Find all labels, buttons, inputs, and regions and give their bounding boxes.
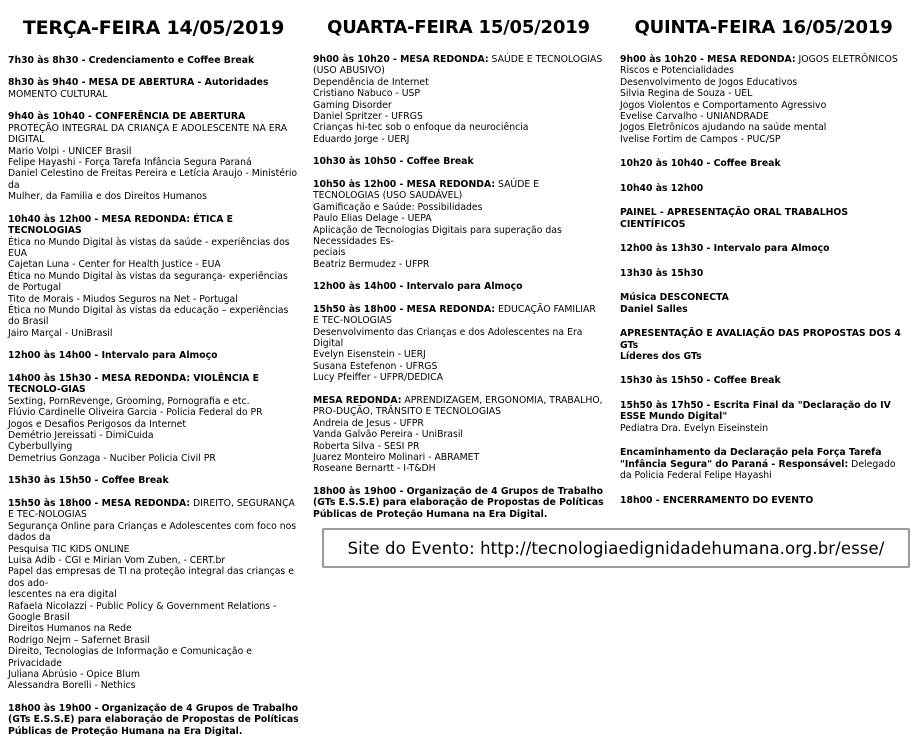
schedule-block (8, 373, 299, 464)
schedule-block-heading-bold: 15h50 às 18h00 - MESA REDONDA: (313, 303, 496, 315)
schedule-block-line: Flúvio Cardinelle Oliveira Garcia - Policia Federal do PR (8, 407, 263, 419)
schedule-block (8, 77, 299, 100)
schedule-block-heading-regular: Delegado da Policia Federal Felipe Hayashi (620, 458, 896, 482)
schedule-block-line: Rafaela Nicolazzi - Public Policy & Government Relations - Google Brasil (8, 600, 277, 623)
schedule-block-line: Demetrius Gonzaga - Nuciber Policia Civil PR (8, 452, 216, 464)
schedule-block-heading-bold: 7h30 às 8h30 - Credenciamento e Coffee Break (8, 54, 255, 66)
schedule-block-line: Ética no Mundo Digital às vistas da segurança- experiências de Portugal (8, 270, 288, 294)
schedule-block-heading (620, 183, 907, 195)
schedule-block-heading (313, 304, 604, 327)
schedule-block-heading-bold: 10h40 às 12h00 - MESA REDONDA: ÉTICA E TECNOLOGIAS (8, 213, 234, 237)
schedule-block-heading-bold: APRESENTAÇÃO E AVALIAÇÃO DAS PROPOSTAS DOS 4 GTs (620, 328, 901, 351)
schedule-block (8, 55, 299, 67)
schedule-block-line: Beatriz Bermudez - UFPR (313, 258, 430, 270)
schedule-block-line: Paulo Elias Delage - UEPA (313, 213, 432, 225)
schedule-block (620, 375, 907, 387)
schedule-block (620, 268, 907, 280)
schedule-block-line: Jogos Violentos e Comportamento Agressivo (620, 99, 827, 111)
day-blocks-quarta (313, 54, 604, 520)
schedule-block-heading (620, 243, 907, 255)
day-column-quarta (307, 18, 612, 555)
schedule-block-line: Vanda Galvão Pereira - UniBrasil (313, 429, 463, 441)
schedule-block-heading (313, 281, 604, 293)
schedule-block-line: Susana Estefenon - UFRGS (313, 360, 438, 372)
schedule-block-heading-bold: 9h40 às 10h40 - CONFERÊNCIA DE ABERTURA (8, 111, 246, 123)
schedule-block-line: Mulher, da Familia e dos Direitos Humanos (8, 191, 207, 203)
schedule-block (8, 703, 299, 737)
schedule-block-line: Rodrigo Nejm – Safernet Brasil (8, 634, 150, 646)
schedule-block-line: Líderes dos GTs (620, 351, 702, 363)
schedule-block (8, 498, 299, 692)
schedule-block (620, 54, 907, 145)
schedule-block-heading (8, 214, 299, 237)
schedule-block-heading (620, 400, 907, 423)
schedule-block-heading (620, 54, 907, 66)
schedule-block-heading-bold: Encaminhamento da Declaração pela Força Tarefa "Infância Segura" do Paraná - Responsável: (620, 447, 882, 470)
schedule-block-line: Jogos Eletrônicos ajudando na saúde mental (620, 122, 827, 134)
schedule-block-heading-bold: 10h20 às 10h40 - Coffee Break (620, 158, 781, 170)
day-title-quinta: QUINTA-FEIRA 16/05/2019 (634, 17, 893, 38)
schedule-block (313, 395, 604, 475)
schedule-block-line: Juarez Monteiro Molinari - ABRAMET (313, 451, 480, 463)
schedule-block-heading-regular: EDUCAÇÃO FAMILIAR E TEC-NOLOGIAS (313, 303, 596, 327)
schedule-block (620, 400, 907, 434)
schedule-block-heading-bold: 18h00 - ENCERRAMENTO DO EVENTO (620, 494, 814, 506)
schedule-block-heading (313, 156, 604, 168)
schedule-block-heading-regular: SAÚDE E TECNOLOGIAS (USO ABUSIVO) (313, 53, 603, 77)
schedule-block-line: Direitos Humanos na Rede (8, 623, 132, 635)
schedule-block-line: peciais (313, 247, 346, 259)
schedule-block-heading-bold: 15h30 às 15h50 - Coffee Break (620, 375, 781, 387)
schedule-block-heading-bold: 10h50 às 12h00 - MESA REDONDA: (313, 178, 496, 190)
schedule-block-heading-bold: 15h50 às 17h50 - Escrita Final da "Declaração do IV ESSE Mundo Digital" (620, 399, 891, 423)
schedule-block-heading (620, 158, 907, 170)
schedule-block (620, 243, 907, 255)
schedule-block-line: PROTEÇÃO INTEGRAL DA CRIANÇA E ADOLESCENTE NA ERA DIGITAL (8, 122, 288, 146)
schedule-block (620, 447, 907, 482)
schedule-block-line: Gamificação e Saúde: Possibilidades (313, 201, 483, 213)
schedule-block (620, 158, 907, 170)
schedule-block-line: Sexting, PornRevenge, Grooming, Pornografia e etc. (8, 395, 250, 407)
schedule-block-heading (313, 395, 604, 418)
schedule-block-line: Segurança Online para Crianças e Adolescentes com foco nos dados da (8, 520, 297, 544)
schedule-block-heading-regular: JOGOS ELETRÔNICOS (795, 53, 898, 65)
schedule-block-line: Felipe Hayashi - Força Tarefa Infância Segura Paraná (8, 157, 252, 169)
schedule-block (620, 328, 907, 362)
schedule-block-heading-bold: PAINEL - APRESENTAÇÃO ORAL TRABALHOS CIENTÍFICOS (620, 207, 849, 230)
schedule-block-heading-bold: 12h00 às 14h00 - Intervalo para Almoço (8, 350, 218, 362)
schedule-block-line: Dependência de Internet (313, 76, 429, 88)
event-site-url[interactable]: Site do Evento: http://tecnologiaedignidadehumana.org.br/esse/ (347, 538, 885, 558)
schedule-block (313, 486, 604, 521)
schedule-block-heading (8, 77, 299, 89)
schedule-block (620, 207, 907, 230)
schedule-block-line: Lucy Pfeiffer - UFPR/DEDICA (313, 372, 444, 384)
day-column-quinta (612, 18, 915, 555)
schedule-block-line: Silvia Regina de Souza - UEL (620, 88, 753, 100)
schedule-block-heading-bold: MESA REDONDA: (313, 394, 402, 406)
schedule-block-heading (620, 207, 907, 230)
schedule-block-heading (620, 495, 907, 507)
schedule-block-line: Papel das empresas de TI na proteção integral das crianças e dos ado- (8, 566, 294, 589)
schedule-block-line: Crianças hi-tec sob o enfoque da neurociência (313, 122, 529, 134)
schedule-block-heading (8, 373, 299, 396)
schedule-block-line: Ética no Mundo Digital às vistas da saúde - experiências dos EUA (8, 236, 290, 260)
schedule-block-heading (620, 268, 907, 280)
schedule-block-heading-bold: 18h00 às 19h00 - Organização de 4 Grupos de Trabalho (GTs E.S.S.E) para elaboração de Propostas de Políticas Públicas de Proteção Humana na Era Digital. (313, 485, 604, 520)
schedule-block-heading-bold: Música DESCONECTA (620, 292, 729, 304)
schedule-block-line: Desenvolvimento de Jogos Educativos (620, 76, 798, 88)
schedule-block-heading (8, 55, 299, 67)
day-title-quarta: QUARTA-FEIRA 15/05/2019 (327, 17, 590, 38)
schedule-block-heading (313, 486, 604, 521)
schedule-block-line: Andreia de Jesus - UFPR (313, 417, 424, 429)
schedule-block-line: Jairo Marçal - UniBrasil (8, 327, 113, 339)
schedule-block-heading (313, 179, 604, 202)
schedule-block-line: Pediatra Dra. Evelyn Eiseinstein (620, 422, 769, 434)
schedule-block-heading (620, 328, 907, 351)
schedule-block (8, 214, 299, 340)
schedule-block (8, 475, 299, 487)
schedule-block-heading (8, 498, 299, 521)
event-site-box (322, 528, 910, 568)
schedule-block-line: MOMENTO CULTURAL (8, 88, 108, 100)
schedule-block-line: Juliana Abrúsio - Opice Blum (8, 669, 140, 681)
schedule-block (313, 281, 604, 293)
schedule-block-heading-bold: 10h40 às 12h00 (620, 182, 704, 194)
schedule-block-heading-bold: 9h00 às 10h20 - MESA REDONDA: (620, 53, 796, 65)
schedule-block-heading-bold: 18h00 às 19h00 - Organização de 4 Grupos de Trabalho (GTs E.S.S.E) para elaboração de Propostas de Políticas Públicas de Proteção Humana na Era Digital. (8, 702, 299, 737)
schedule-block-line: Evelyn Eisenstein - UERJ (313, 349, 426, 361)
schedule-block-heading (620, 292, 907, 304)
schedule-block-line: Alessandra Borelli - Nethics (8, 680, 136, 692)
schedule-block (620, 183, 907, 195)
schedule-block-heading-bold: 12h00 às 14h00 - Intervalo para Almoço (313, 281, 523, 293)
schedule-block-line: Cristiano Nabuco - USP (313, 88, 421, 100)
schedule-block-heading-bold: 15h30 às 15h50 - Coffee Break (8, 475, 169, 487)
schedule-block-line: Ivelise Fortim de Campos - PUC/SP (620, 133, 781, 145)
schedule-block (620, 292, 907, 315)
schedule-block-line: Demétrio Jereissati - DimiCuida (8, 430, 154, 442)
schedule-block-heading-regular: DIREITO, SEGURANÇA E TEC-NOLOGIAS (8, 497, 295, 521)
schedule-block-line: Aplicação de Tecnologias Digitais para superação das Necessidades Es- (313, 224, 562, 247)
schedule-block-line: Roberta Silva - SESI PR (313, 440, 420, 452)
schedule-block-line: Cajetan Luna - Center for Health Justice - EUA (8, 259, 221, 271)
schedule-block-heading-bold: 9h00 às 10h20 - MESA REDONDA: (313, 53, 489, 65)
schedule-block-heading (8, 703, 299, 737)
schedule-block (313, 54, 604, 145)
schedule-block (313, 179, 604, 270)
schedule-block (620, 495, 907, 507)
schedule-block (313, 156, 604, 168)
schedule-block-line: Tito de Morais - Miudos Seguros na Net - Portugal (8, 293, 238, 305)
schedule-block-line: Luisa Adib - CGI e Mirian Vom Zuben, - CERT.br (8, 554, 226, 566)
schedule-block-heading-regular: SAÚDE E TECNOLOGIAS (USO SAUDÁVEL) (313, 178, 540, 202)
day-blocks-quinta (620, 54, 907, 507)
schedule-block-heading (620, 375, 907, 387)
schedule-block-line: Daniel Spritzer - UFRGS (313, 111, 423, 123)
schedule-block-heading (620, 447, 907, 482)
schedule-block-heading (8, 350, 299, 362)
schedule-block-heading-bold: 13h30 às 15h30 (620, 267, 704, 279)
day-title-terca: TERÇA-FEIRA 14/05/2019 (22, 17, 285, 39)
schedule-block-line: Desenvolvimento das Crianças e dos Adolescentes na Era Digital (313, 326, 583, 350)
schedule-block (313, 304, 604, 384)
schedule-block-heading-bold: 12h00 às 13h30 - Intervalo para Almoço (620, 243, 830, 255)
schedule-block-line: Pesquisa TIC KIDS ONLINE (8, 543, 130, 555)
day-column-terca (0, 17, 307, 737)
schedule-block (8, 111, 299, 202)
schedule-block-heading-bold: 8h30 às 9h40 - MESA DE ABERTURA - Autoridades (8, 77, 269, 89)
schedule-block-line: Roseane Bernartt - I-T&DH (313, 463, 436, 475)
schedule-block-line: Direito, Tecnologias de Informação e Comunicação e Privacidade (8, 646, 252, 669)
schedule-block-heading-bold: 14h00 às 15h30 - MESA REDONDA: VIOLÊNCIA E TECNOLO-GIAS (8, 372, 259, 396)
schedule-block-line: Jogos e Desafios Perigosos da Internet (8, 418, 187, 430)
schedule-block-heading-regular: APRENDIZAGEM, ERGONOMIA, TRABALHO, PRO-DUÇÃO, TRÂNSITO E TECNOLOGIAS (313, 394, 603, 418)
schedule-block-heading (8, 111, 299, 123)
schedule-block-line: lescentes na era digital (8, 589, 117, 601)
schedule-block-line: Daniel Celestino de Freitas Pereira e Letícia Araujo - Ministério da (8, 168, 298, 191)
schedule-block-line: Mario Volpi - UNICEF Brasil (8, 145, 132, 157)
schedule-block (8, 350, 299, 362)
schedule-block-line: Eduardo Jorge - UERJ (313, 133, 410, 145)
day-blocks-terca (8, 55, 299, 737)
schedule-block-line: Ética no Mundo Digital às vistas da educação – experiências do Brasil (8, 305, 289, 328)
schedule-block-line: Riscos e Potencialidades (620, 65, 735, 77)
schedule-block-line: Evelise Carvalho - UNIANDRADE (620, 110, 769, 122)
schedule-block-heading-bold: 15h50 às 18h00 - MESA REDONDA: (8, 497, 191, 509)
schedule-block-heading (313, 54, 604, 77)
schedule-block-line: Cyberbullying (8, 441, 73, 453)
schedule-block-heading-bold: 10h30 às 10h50 - Coffee Break (313, 156, 474, 168)
schedule-block-line: Gaming Disorder (313, 99, 392, 111)
schedule-block-line: Daniel Salles (620, 303, 688, 315)
schedule-block-heading (8, 475, 299, 487)
